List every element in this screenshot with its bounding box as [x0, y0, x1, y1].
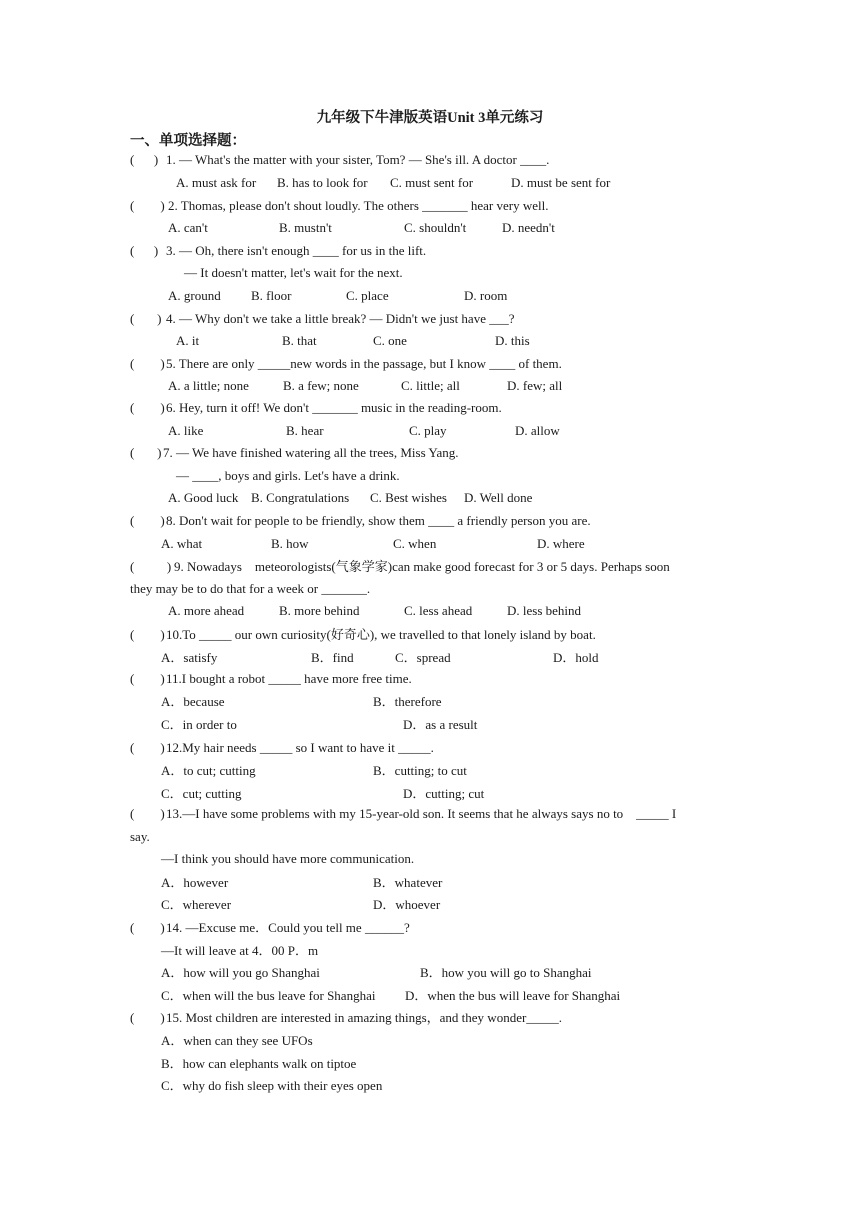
question-stem: 1. — What's the matter with your sister, Tom? — She's ill. A doctor ____. [166, 152, 550, 167]
question-stem-line2: — It doesn't matter, let's wait for the next. [184, 265, 403, 280]
option-d: D. room [464, 288, 508, 303]
option-c: C. Best wishes [370, 490, 447, 505]
question-stem: 13.—I have some problems with my 15-year-old son. It seems that he always says no to _____ I [166, 806, 677, 821]
answer-blank: ( ) [130, 400, 165, 415]
question-stem: 12.My hair needs _____ so I want to have it _____. [166, 740, 434, 755]
section-heading: 一、单项选择题： [130, 133, 246, 149]
option-c: C. less ahead [404, 603, 473, 618]
option-c: C．spread [395, 650, 451, 665]
question-stem: 14. —Excuse me．Could you tell me ______? [166, 920, 410, 935]
answer-blank: ( ) [130, 198, 165, 213]
option-b: B．how can elephants walk on tiptoe [161, 1056, 357, 1071]
option-b: B. floor [251, 288, 292, 303]
option-a: A. a little; none [168, 378, 249, 393]
option-a: A. ground [168, 288, 221, 303]
question-stem: 6. Hey, turn it off! We don't _______ music in the reading-room. [166, 400, 502, 415]
option-b: B．how you will go to Shanghai [420, 965, 592, 980]
option-c: C．in order to [161, 717, 237, 732]
option-c: C. must sent for [390, 175, 474, 190]
answer-blank: ( ) [130, 356, 165, 371]
option-c: C. play [409, 423, 447, 438]
option-c: C. one [373, 333, 407, 348]
question-stem: 3. — Oh, there isn't enough ____ for us in the lift. [166, 243, 427, 258]
question-stem: 7. — We have finished watering all the trees, Miss Yang. [163, 445, 459, 460]
option-d: D. allow [515, 423, 560, 438]
option-b: B. mustn't [279, 220, 332, 235]
answer-blank: ( ) [130, 311, 162, 326]
question-stem-line3: —I think you should have more communication. [161, 851, 415, 866]
option-a: A. it [176, 333, 200, 348]
option-b: B．therefore [373, 694, 442, 709]
answer-blank: ( ) [130, 740, 165, 755]
question-stem-line2: say. [130, 829, 150, 844]
answer-blank: ( ) [130, 559, 172, 574]
answer-blank: ( ) [130, 920, 165, 935]
question-stem-line2: they may be to do that for a week or _______. [130, 581, 371, 596]
option-a: A．how will you go Shanghai [161, 965, 320, 980]
option-a: A．to cut; cutting [161, 763, 256, 778]
option-d: D. this [495, 333, 530, 348]
option-b: B. hear [286, 423, 324, 438]
option-c: C．cut; cutting [161, 786, 242, 801]
option-a: A. more ahead [168, 603, 245, 618]
option-a: A. what [161, 536, 203, 551]
option-b: B. that [282, 333, 317, 348]
answer-blank: ( ) [130, 152, 159, 167]
option-d: D．whoever [373, 897, 441, 912]
question-stem: 2. Thomas, please don't shout loudly. The others _______ hear very well. [168, 198, 549, 213]
question-stem: 10.To _____ our own curiosity(好奇心), we travelled to that lonely island by boat. [166, 627, 596, 642]
page-title: 九年级下牛津版英语Unit 3单元练习 [316, 110, 544, 126]
option-a: A．because [161, 694, 225, 709]
option-d: D．when the bus will leave for Shanghai [405, 988, 621, 1003]
option-a: A. must ask for [176, 175, 257, 190]
option-d: D．hold [553, 650, 599, 665]
option-b: B．find [311, 650, 354, 665]
option-a: A. like [168, 423, 204, 438]
option-d: D. needn't [502, 220, 555, 235]
answer-blank: ( ) [130, 445, 162, 460]
option-c: C. shouldn't [404, 220, 467, 235]
option-c: C. when [393, 536, 437, 551]
option-d: D. where [537, 536, 585, 551]
answer-blank: ( ) [130, 671, 165, 686]
option-b: B. more behind [279, 603, 360, 618]
option-c: C．why do fish sleep with their eyes open [161, 1078, 383, 1093]
option-a: A. can't [168, 220, 208, 235]
option-d: D. few; all [507, 378, 563, 393]
question-stem: 4. — Why don't we take a little break? — Didn't we just have ___? [166, 311, 515, 326]
option-d: D. must be sent for [511, 175, 611, 190]
answer-blank: ( ) [130, 1010, 165, 1025]
question-stem: 8. Don't wait for people to be friendly, show them ____ a friendly person you are. [166, 513, 591, 528]
option-b: B. Congratulations [251, 490, 350, 505]
question-stem: 5. There are only _____new words in the passage, but I know ____ of them. [166, 356, 562, 371]
option-b: B. a few; none [283, 378, 359, 393]
option-d: D．cutting; cut [403, 786, 485, 801]
answer-blank: ( ) [130, 513, 165, 528]
answer-blank: ( ) [130, 627, 165, 642]
option-d: D. less behind [507, 603, 582, 618]
option-b: B. how [271, 536, 309, 551]
option-b: B．whatever [373, 875, 443, 890]
option-b: B．cutting; to cut [373, 763, 467, 778]
answer-blank: ( ) [130, 806, 165, 821]
option-c: C．wherever [161, 897, 232, 912]
option-c: C．when will the bus leave for Shanghai [161, 988, 376, 1003]
answer-blank: ( ) [130, 243, 159, 258]
question-stem: 9. Nowadays meteorologists(气象学家)can make good forecast for 3 or 5 days. Perhaps soon [174, 559, 670, 574]
question-stem-line2: —It will leave at 4．00 P．m [161, 943, 319, 958]
option-a: A. Good luck [168, 490, 239, 505]
option-b: B. has to look for [277, 175, 368, 190]
option-c: C. place [346, 288, 389, 303]
option-d: D. Well done [464, 490, 533, 505]
option-c: C. little; all [401, 378, 460, 393]
question-stem: 11.I bought a robot _____ have more free time. [166, 671, 412, 686]
option-a: A．however [161, 875, 229, 890]
option-d: D．as a result [403, 717, 478, 732]
question-stem-line2: — ____, boys and girls. Let's have a drink. [176, 468, 400, 483]
option-a: A．when can they see UFOs [161, 1033, 313, 1048]
question-stem: 15. Most children are interested in amazing things，and they wonder_____. [166, 1010, 563, 1025]
option-a: A．satisfy [161, 650, 218, 665]
